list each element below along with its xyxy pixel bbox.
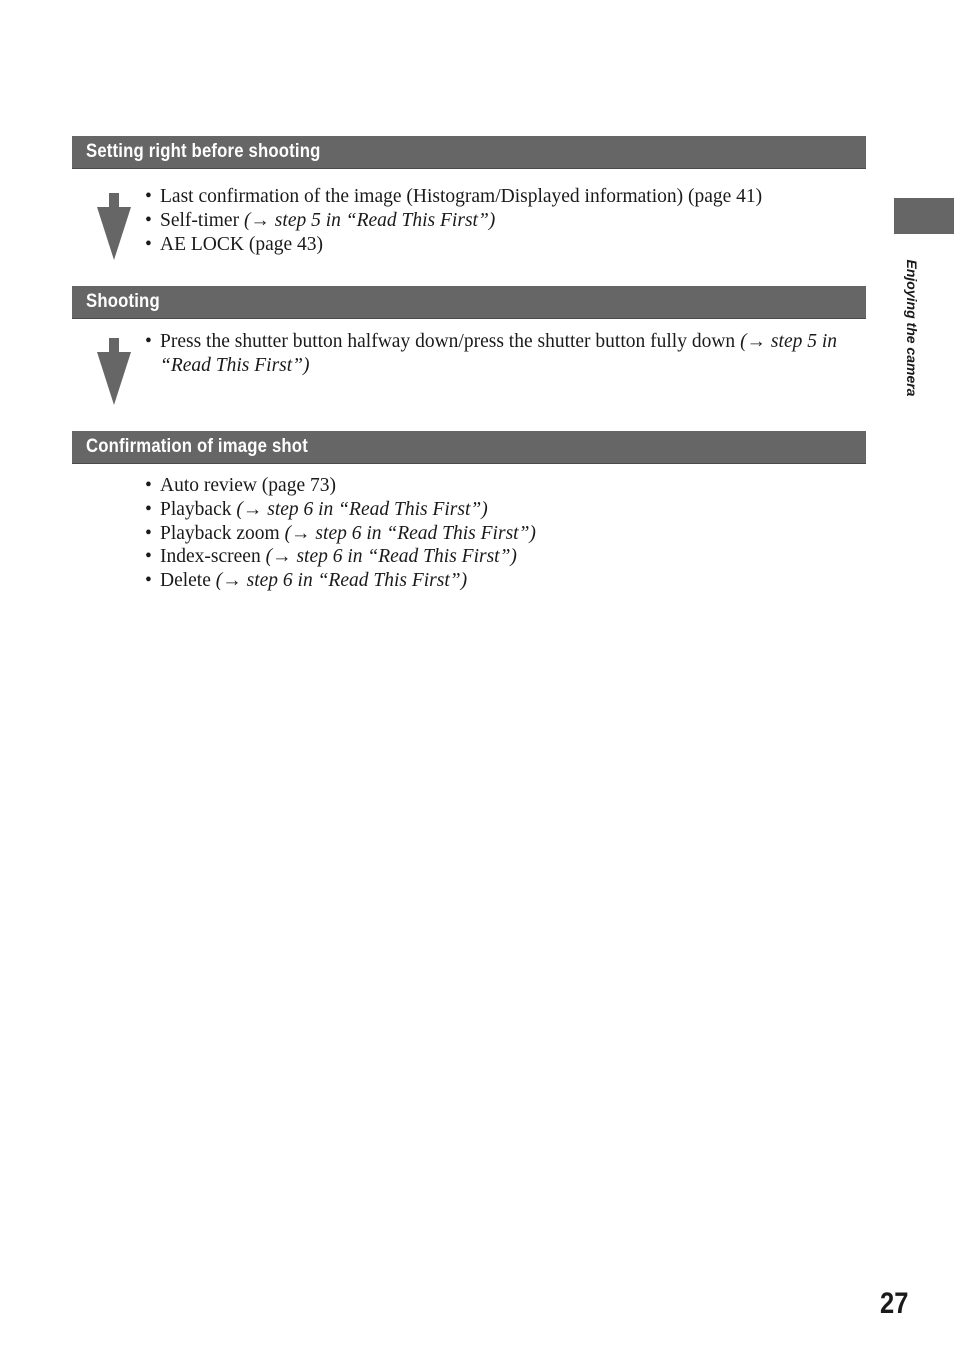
item-reference: (→ step 6 in “Read This First”) xyxy=(265,546,517,568)
list-item xyxy=(145,185,857,209)
section-title: Shooting xyxy=(86,291,160,312)
item-text: Self-timer xyxy=(160,209,244,231)
bullet-list-shooting xyxy=(145,330,857,378)
list-item xyxy=(145,233,857,257)
flow-arrow-down-icon xyxy=(97,338,131,406)
chapter-tab xyxy=(894,198,954,234)
flow-arrow-down-icon xyxy=(97,193,131,261)
list-item xyxy=(145,545,857,569)
section-header-setting xyxy=(72,136,866,169)
item-text: Auto review (page 73) xyxy=(160,475,336,496)
list-item xyxy=(145,569,857,593)
list-item xyxy=(145,498,857,522)
chapter-label: Enjoying the camera xyxy=(904,259,920,397)
item-text: Index-screen xyxy=(160,546,266,568)
item-text: Last confirmation of the image (Histogram/Displayed information) (page 41) xyxy=(160,186,763,207)
item-reference: (→ step 6 in “Read This First”) xyxy=(236,498,488,520)
item-text: Press the shutter button halfway down/press the shutter button fully down xyxy=(160,331,741,352)
section-header-shooting xyxy=(72,286,866,319)
list-item xyxy=(145,209,857,233)
bullet-list-setting xyxy=(145,185,857,256)
section-header-confirmation xyxy=(72,431,866,464)
item-reference: (→ step 5 in “Read This First”) xyxy=(243,209,496,231)
section-title: Confirmation of image shot xyxy=(86,436,308,457)
section-title: Setting right before shooting xyxy=(86,141,321,162)
item-reference: (→ step 6 in “Read This First”) xyxy=(215,570,468,592)
page-number: 27 xyxy=(879,1287,908,1320)
item-reference: (→ step 5 in “Read This First”) xyxy=(160,331,838,376)
item-text: AE LOCK (page 43) xyxy=(160,233,323,255)
item-text: Delete xyxy=(160,570,216,592)
list-item xyxy=(145,474,857,498)
bullet-list-confirmation xyxy=(145,474,857,593)
item-reference: (→ step 6 in “Read This First”) xyxy=(284,522,536,544)
list-item xyxy=(145,330,857,378)
item-text: Playback zoom xyxy=(160,522,285,544)
list-item xyxy=(145,522,857,546)
item-text: Playback xyxy=(160,498,237,520)
